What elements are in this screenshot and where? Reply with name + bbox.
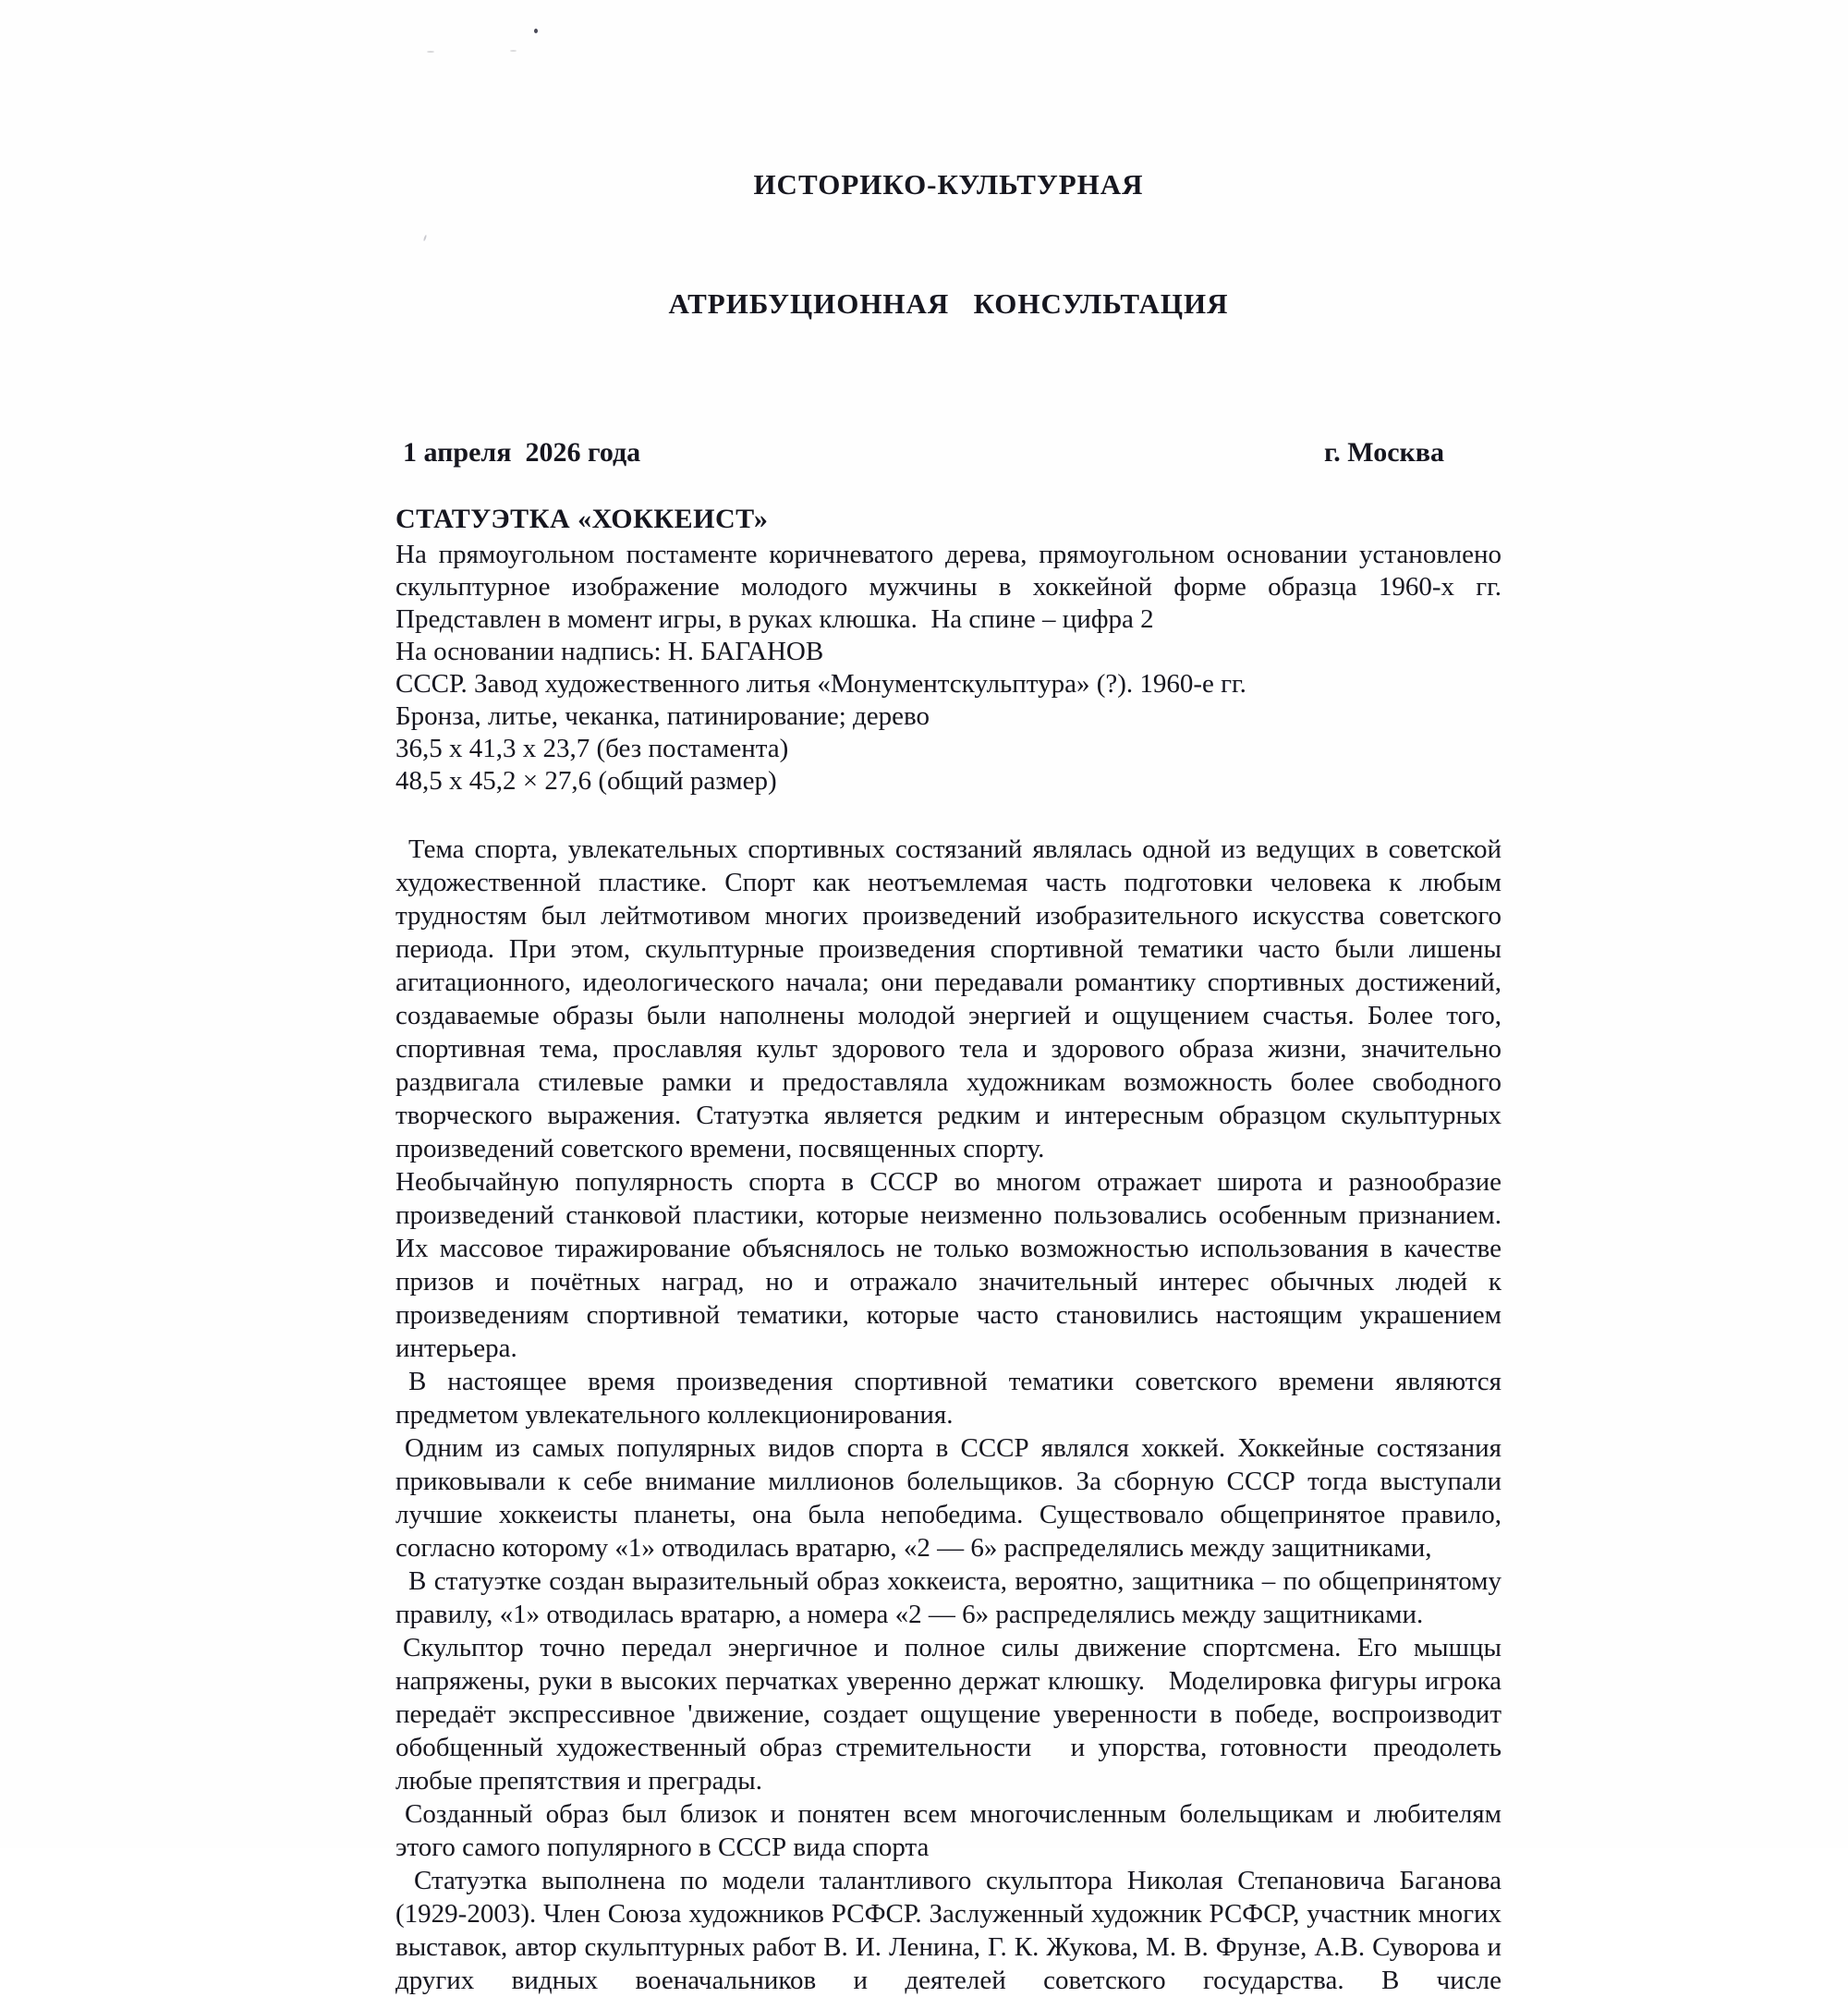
document-title — [395, 85, 1502, 403]
body-paragraph: Тема спорта, увлекательных спортивных состязаний являлась одной из ведущих в советской художественной пластике. Спорт как неотъемлемая часть подготовки человека к любым трудностям был лейтмотивом многих произведений изобразительного искусства советского периода. При этом, скульптурные произведения спортивной тематики часто были лишены агитационного, идеологического начала; они передавали романтику спортивных достижений, создаваемые образы были наполнены молодой энергией и ощущением счастья. Более того, спортивная тема, прославляя культ здорового тела и здорового образа жизни, значительно раздвигала стилевые рамки и предоставляла художникам возможность более свободного творческого выражения. Статуэтка является редким и интересным образцом скульптурных произведений советского времени, посвященных спорту. — [395, 834, 1509, 1163]
title-line-2: АТРИБУЦИОННАЯ КОНСУЛЬТАЦИЯ — [668, 287, 1229, 320]
body-paragraph: Одним из самых популярных видов спорта в СССР являлся хоккей. Хоккейные состязания приковывали к себе внимание миллионов болельщиков. За сборную СССР тогда выступали лучшие хоккеисты планеты, она была непобедима. Существовало общепринятое правило, согласно которому «1» отводилась вратарю, «2 — 6» распределялись между защитниками, — [395, 1433, 1509, 1563]
description-line: 48,5 х 45,2 × 27,6 (общий размер) — [395, 766, 777, 796]
body-paragraph: В статуэтке создан выразительный образ хоккеиста, вероятно, защитника – по общепринятому правилу, «1» отводилась вратарю, а номера «2 — 6» распределялись между защитниками. — [395, 1566, 1509, 1629]
section-gap — [395, 798, 1502, 833]
description-line: СССР. Завод художественного литья «Монументскульптура» (?). 1960-е гг. — [395, 669, 1246, 699]
body-paragraph: Необычайную популярность спорта в СССР во многом отражает широта и разнообразие произведений станковой пластики, которые неизменно пользовались особенным признанием. Их массовое тиражирование объяснялось не только возможностью использования в качестве призов и почётных наград, но и отражало значительный интерес обычных людей к произведениям спортивной тематики, которые часто становились настоящим украшением интерьера. — [395, 1167, 1509, 1363]
body-paragraph: В настоящее время произведения спортивной тематики советского времени являются предметом увлекательного коллекционирования. — [395, 1367, 1509, 1430]
body-paragraph: Статуэтка выполнена по модели талантливого скульптора Николая Степановича Баганова (1929-2003). Член Союза художников РСФСР. Заслуженный художник РСФСР, участник многих выставок, автор скульптурных работ В. И. Ленина, Г. К. Жукова, М. В. Фрунзе, А.В. Суворова и других видных военачальников и деятелей советского государства. В числе — [395, 1866, 1509, 1995]
scan-speck — [427, 51, 434, 53]
object-heading: СТАТУЭТКА «ХОККЕИСТ» — [395, 504, 769, 534]
document-date: 1 апреля 2026 года — [403, 437, 641, 468]
description-line: Бронза, литье, чеканка, патинирование; дерево — [395, 701, 930, 731]
title-line-1: ИСТОРИКО-КУЛЬТУРНАЯ — [753, 168, 1144, 201]
description-paragraph: На прямоугольном постаменте коричневатого дерева, прямоугольном основании установлено скульптурное изображение молодого мужчины в хоккейной форме образца 1960-х гг. Представлен в момент игры, в руках клюшка. На спине – цифра 2 — [395, 540, 1509, 634]
document-body — [395, 833, 1522, 1997]
description-line: На основании надпись: Н. БАГАНОВ — [395, 637, 824, 666]
scan-speck — [534, 29, 538, 33]
scan-speck — [510, 50, 517, 52]
document-content — [395, 85, 1522, 1997]
body-paragraph: Скульптор точно передал энергичное и полное силы движение спортсмена. Его мышцы напряжены, руки в высоких перчатках уверенно держат клюшку. Моделировка фигуры игрока передаёт экспрессивное 'движение, создает ощущение уверенности в победе, воспроизводит обобщенный художественный образ стремительности и упорства, готовности преодолеть любые препятствия и преграды. — [395, 1633, 1522, 1796]
document-city: г. Москва — [1324, 437, 1444, 468]
body-paragraph: Созданный образ был близок и понятен всем многочисленным болельщикам и любителям этого самого популярного в СССР вида спорта — [395, 1799, 1509, 1862]
description-line: 36,5 х 41,3 х 23,7 (без постамента) — [395, 734, 789, 763]
object-description — [395, 539, 1509, 798]
date-city-row — [395, 436, 1502, 469]
